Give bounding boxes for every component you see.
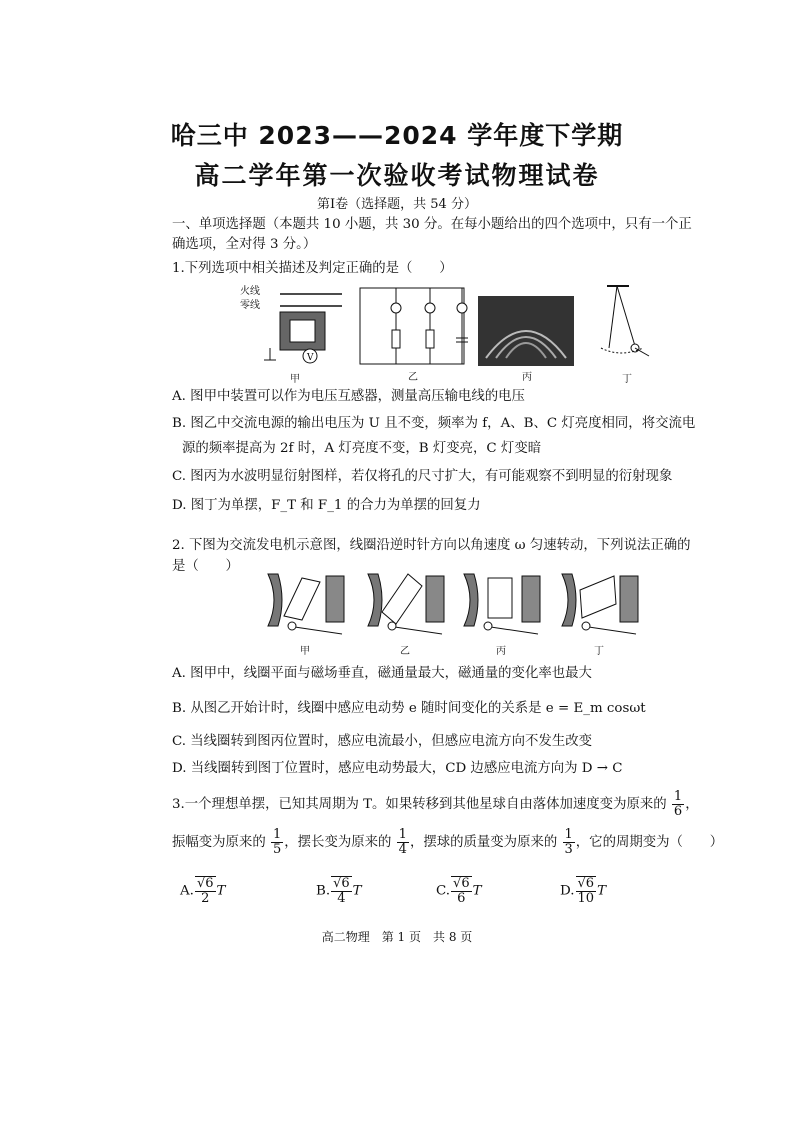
svg-text:V: V — [307, 353, 314, 363]
q2-label-yi: 乙 — [400, 646, 410, 657]
section-instruction-1: 一、单项选择题（本题共 10 小题，共 30 分。在每小题给出的四个选项中，只有一个正 — [172, 217, 692, 232]
frac-num: √6 — [453, 876, 470, 891]
option-label: D. — [560, 883, 575, 899]
q2-label-jia: 甲 — [300, 646, 310, 657]
q2-option-c: C. 当线圈转到图丙位置时，感应电流最小，但感应电流方向不发生改变 — [172, 734, 592, 749]
q3-frac-gravity — [672, 790, 684, 819]
q3-stem-text-2b: ，摆长变为原来的 — [284, 835, 392, 850]
q3-stem-line1: 3.一个理想单摆，已知其周期为 T。如果转移到其他星球自由落体加速度变为原来的 $\frac{1}{6}$ ， — [172, 789, 699, 819]
frac-num: √6 — [196, 876, 214, 891]
label-neutral-wire: 零线 — [240, 300, 260, 311]
q1-fig-diffraction — [478, 296, 574, 366]
frac-num: 1 — [673, 789, 683, 804]
q3-option-a — [180, 876, 225, 906]
label-fig-yi: 乙 — [408, 372, 418, 383]
option-unit: T — [216, 883, 226, 899]
q1-option-b-line1: B. 图乙中交流电源的输出电压为 U 且不变，频率为 f，A、B、C 灯亮度相同，将交流电 — [172, 416, 696, 431]
option-unit: T — [472, 883, 482, 899]
option-frac — [195, 876, 216, 906]
q1-option-a: A. 图甲中装置可以作为电压互感器，测量高压输电线的电压 — [172, 389, 525, 404]
q3-stem-text-2a: 振幅变为原来的 — [172, 835, 266, 850]
label-fig-jia: 甲 — [290, 374, 300, 385]
q3-frac-amplitude — [271, 828, 283, 857]
frac-den: 4 — [398, 842, 407, 857]
q2-label-bing: 丙 — [496, 646, 506, 657]
page-footer: 高二物理 第 1 页 共 8 页 — [321, 930, 473, 944]
q2-fig-generator-yi — [362, 564, 448, 640]
q2-option-b: B. 从图乙开始计时，线圈中感应电动势 e 随时间变化的关系是 e = E_m cosωt — [172, 701, 646, 716]
q2-option-a: A. 图甲中，线圈平面与磁场垂直，磁通量最大，磁通量的变化率也最大 — [172, 666, 592, 681]
option-frac — [576, 876, 597, 906]
q3-stem-text-1: 3.一个理想单摆，已知其周期为 T。如果转移到其他星球自由落体加速度变为原来的 — [172, 797, 667, 812]
option-label: A. — [180, 883, 194, 899]
q3-option-b — [316, 876, 362, 906]
q1-option-c: C. 图丙为水波明显衍射图样，若仅将孔的尺寸扩大，有可能观察不到明显的衍射现象 — [172, 469, 673, 484]
frac-den: 2 — [201, 891, 210, 906]
section-instruction-2: 确选项，全对得 3 分。） — [172, 237, 317, 252]
frac-num: √6 — [577, 876, 595, 891]
q3-stem-line2 — [172, 828, 752, 857]
q1-fig-circuit — [358, 286, 468, 368]
frac-den: 6 — [673, 804, 683, 819]
q3-stem-text-2d: ，它的周期变为（ ） — [575, 835, 724, 850]
q1-stem: 1.下列选项中相关描述及判定正确的是（ ） — [172, 261, 453, 276]
title-line-2: 高二学年第一次验收考试物理试卷 — [194, 161, 600, 190]
label-live-wire: 火线 — [240, 286, 260, 297]
q2-stem-line1: 2. 下图为交流发电机示意图，线圈沿逆时针方向以角速度 ω 匀速转动，下列说法正确的 — [172, 538, 691, 553]
option-frac — [331, 876, 352, 906]
q2-fig-generator-bing — [458, 564, 544, 640]
label-fig-bing: 丙 — [522, 372, 532, 383]
option-label: B. — [316, 883, 331, 899]
q3-frac-mass — [563, 828, 575, 857]
frac-num: 1 — [398, 827, 407, 842]
q2-label-ding: 丁 — [594, 646, 604, 657]
frac-den: 5 — [273, 842, 282, 857]
option-frac — [451, 876, 472, 906]
q2-stem-line2: 是（ ） — [172, 559, 239, 574]
frac-den: 3 — [564, 842, 573, 857]
q3-option-d — [560, 876, 606, 906]
q2-option-d: D. 当线圈转到图丁位置时，感应电动势最大，CD 边感应电流方向为 D → C — [172, 761, 623, 776]
part-subtitle: 第Ⅰ卷（选择题，共 54 分） — [317, 197, 477, 212]
q1-fig-pendulum — [585, 282, 665, 368]
q3-option-c — [436, 876, 482, 906]
q1-option-d: D. 图丁为单摆，F_T 和 F_1 的合力为单摆的回复力 — [172, 498, 481, 513]
q2-fig-generator-ding — [556, 564, 642, 640]
q1-option-b-line2: 源的频率提高为 2f 时，A 灯亮度不变，B 灯变亮，C 灯变暗 — [182, 441, 542, 456]
title-line-1: 哈三中 2023——2024 学年度下学期 — [170, 121, 624, 150]
frac-den: 4 — [337, 891, 346, 906]
option-label: C. — [436, 883, 451, 899]
frac-den: 10 — [577, 891, 595, 906]
option-unit: T — [352, 883, 362, 899]
option-unit: T — [597, 883, 607, 899]
q2-fig-generator-jia — [262, 564, 348, 640]
frac-num: √6 — [333, 876, 350, 891]
frac-den: 6 — [457, 891, 466, 906]
frac-num: 1 — [564, 827, 573, 842]
q3-stem-text-2c: ，摆球的质量变为原来的 — [409, 835, 558, 850]
q3-frac-length — [397, 828, 409, 857]
label-fig-ding: 丁 — [622, 374, 632, 385]
frac-num: 1 — [273, 827, 282, 842]
